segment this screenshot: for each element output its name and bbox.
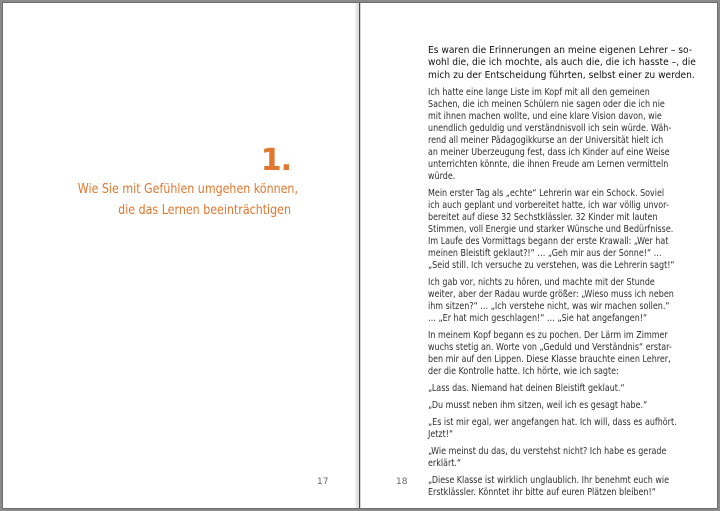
page-number-right: 18: [396, 477, 408, 487]
text-line: „Lass das. Niemand hat deinen Bleistift geklaut.“: [428, 383, 625, 395]
text-line: ihm sitzen?“ … „Ich verstehe nicht, was wir machen sollen.“: [428, 301, 670, 313]
text-line: „Diese Klasse ist wirklich unglaublich. Ihr benehmt euch wie: [428, 475, 670, 487]
text-line: „Du musst neben ihm sitzen, weil ich es gesagt habe.“: [428, 400, 648, 412]
text-line: Erstklässler. Könntet ihr bitte auf euren Plätzen bleiben!“: [428, 487, 656, 499]
text-line: Ich gab vor, nichts zu hören, und machte mit der Stunde: [428, 277, 655, 289]
text-line: an meiner Überzeugung fest, dass ich Kinder auf eine Weise: [428, 147, 670, 159]
text-line: „Wie meinst du das, du verstehst nicht? Ich habe es gerade: [428, 446, 667, 458]
chapter-title-line: die das Lernen beeinträchtigen: [118, 202, 291, 218]
text-line: Mein erster Tag als „echte“ Lehrerin war ein Schock. Soviel: [428, 188, 665, 200]
text-line: mit ihnen machen wollte, und eine klare Vision davon, wie: [428, 111, 662, 123]
chapter-title-line: Wie Sie mit Gefühlen umgehen können,: [77, 181, 298, 197]
text-line: der die Kontrolle hatte. Ich hörte, wie ich sagte:: [428, 366, 619, 378]
text-line: Stimmen, voll Energie und starker Wünsche und Bedürfnisse.: [428, 224, 674, 236]
text-line: wuchs stetig an. Worte von „Geduld und Verständnis“ erstar-: [428, 342, 672, 354]
chapter-number: 1.: [260, 143, 291, 178]
book-spread: [2, 2, 718, 509]
text-line: ich auch geplant und vorbereitet hatte, ich war völlig unvor-: [428, 200, 669, 212]
text-line: würde.: [428, 171, 456, 183]
text-line: ben mir auf den Lippen. Diese Klasse brauchte einen Lehrer,: [428, 354, 671, 366]
text-line: unendlich geduldig und verständnisvoll ich sein würde. Wäh-: [428, 123, 672, 135]
left-page: [3, 3, 360, 508]
text-line: In meinem Kopf begann es zu pochen. Der Lärm im Zimmer: [428, 330, 668, 342]
text-line: wohl die, die ich mochte, als auch die, die ich hasste –, die: [428, 57, 696, 69]
text-line: … „Er hat mich geschlagen!“ … „Sie hat angefangen!“: [428, 313, 648, 325]
text-line: mich zu der Entscheidung führten, selbst einer zu werden.: [428, 69, 695, 81]
text-line: „Seid still. Ich versuche zu verstehen, was die Lehrerin sagt!“: [428, 260, 675, 272]
paragraph: [428, 446, 704, 470]
text-line: rend all meiner Pädagogikkurse an der Universität hielt ich: [428, 135, 664, 147]
text-line: Es waren die Erinnerungen an meine eigenen Lehrer – so-: [428, 45, 693, 56]
paragraph: [428, 87, 704, 183]
text-line: Jetzt!“: [428, 429, 454, 441]
text-line: unterrichten könnte, die ihnen Freude am Lernen vermitteln: [428, 159, 669, 171]
body-text: [428, 45, 704, 504]
chapter-title: [77, 179, 298, 221]
lead-paragraph: [428, 45, 704, 82]
text-line: weiter, aber der Radau wurde größer: „Wieso muss ich neben: [428, 289, 674, 301]
text-line: Ich hatte eine lange Liste im Kopf mit all den gemeinen: [428, 87, 650, 99]
text-line: „Es ist mir egal, wer angefangen hat. Ich will, dass es aufhört.: [428, 417, 677, 429]
paragraph: [428, 417, 704, 441]
paragraph: [428, 277, 704, 325]
text-line: Sachen, die ich meinen Schülern nie sagen oder die ich nie: [428, 99, 665, 111]
text-line: meinen Bleistift geklaut?!“ … „Geh mir aus der Sonne!“ …: [428, 248, 662, 260]
right-page: [360, 3, 717, 508]
paragraph: [428, 383, 704, 395]
page-number-left: 17: [317, 477, 329, 487]
paragraph: [428, 330, 704, 378]
text-line: erklärt.“: [428, 458, 462, 470]
paragraph: [428, 400, 704, 412]
text-line: Im Laufe des Vormittags begann der erste Krawall: „Wer hat: [428, 236, 669, 248]
paragraph: [428, 188, 704, 272]
paragraph: [428, 475, 704, 499]
text-line: bereitet auf diese 32 Sechstklässler. 32 Kinder mit lauten: [428, 212, 658, 224]
